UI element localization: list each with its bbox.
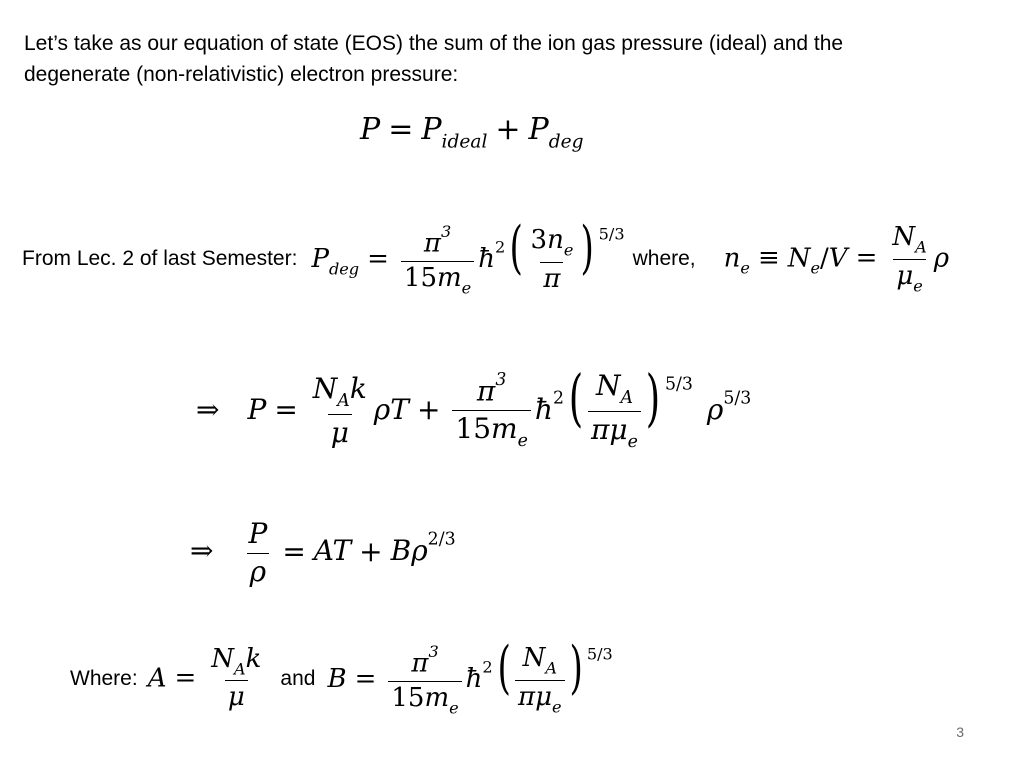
- a-definition: A = $\frac{N_Ak}{\mu}$: [147, 643, 262, 713]
- page-number: 3: [956, 724, 964, 740]
- intro-line-1: Let’s take as our equation of state (EOS) the sum of the ion gas pressure (ideal) and the: [24, 32, 844, 55]
- pdeg-row: [22, 214, 949, 304]
- where-label: where,: [632, 247, 696, 270]
- eos-equation: $P = P_{ideal} + P_{deg}$: [360, 112, 584, 153]
- intro-paragraph: [24, 28, 984, 90]
- pdeg-source-label: From Lec. 2 of last Semester:: [22, 247, 298, 270]
- where-constants-label: Where:: [70, 667, 138, 690]
- and-label: and: [280, 667, 316, 690]
- implies-equation-2: ⇒ $\frac{P}{\rho}$ = AT + $B\rho^{2/3}$: [190, 517, 456, 588]
- constants-row: [70, 634, 613, 724]
- b-definition: B = $\frac{\pi^3}{15m_e}$ $ħ^2$( $\frac{N_A}{\pi\mu_e}$ ) $^{5/3}$: [327, 635, 613, 718]
- pdeg-equation: $P_{deg}$ = $\frac{\pi^3}{15m_e}$ $ħ^2$( $\frac{3n_e}{\pi}$ ) $^{5/3}$: [311, 215, 625, 298]
- intro-line-2: degenerate (non-relativistic) electron pressure:: [24, 63, 459, 86]
- ne-equation: $n_e \equiv N_e/V$ = $\frac{N_A}{\mu_e}$ ρ: [723, 221, 950, 295]
- implies-equation-1: ⇒ P = $\frac{N_Ak}{\mu}$ ρT + $\frac{\pi^3}{15m_e}$ $ħ^2$( $\frac{N_A}{\pi\mu_e}$ ) $^{5/3}\rho^{5/3}$: [196, 361, 752, 452]
